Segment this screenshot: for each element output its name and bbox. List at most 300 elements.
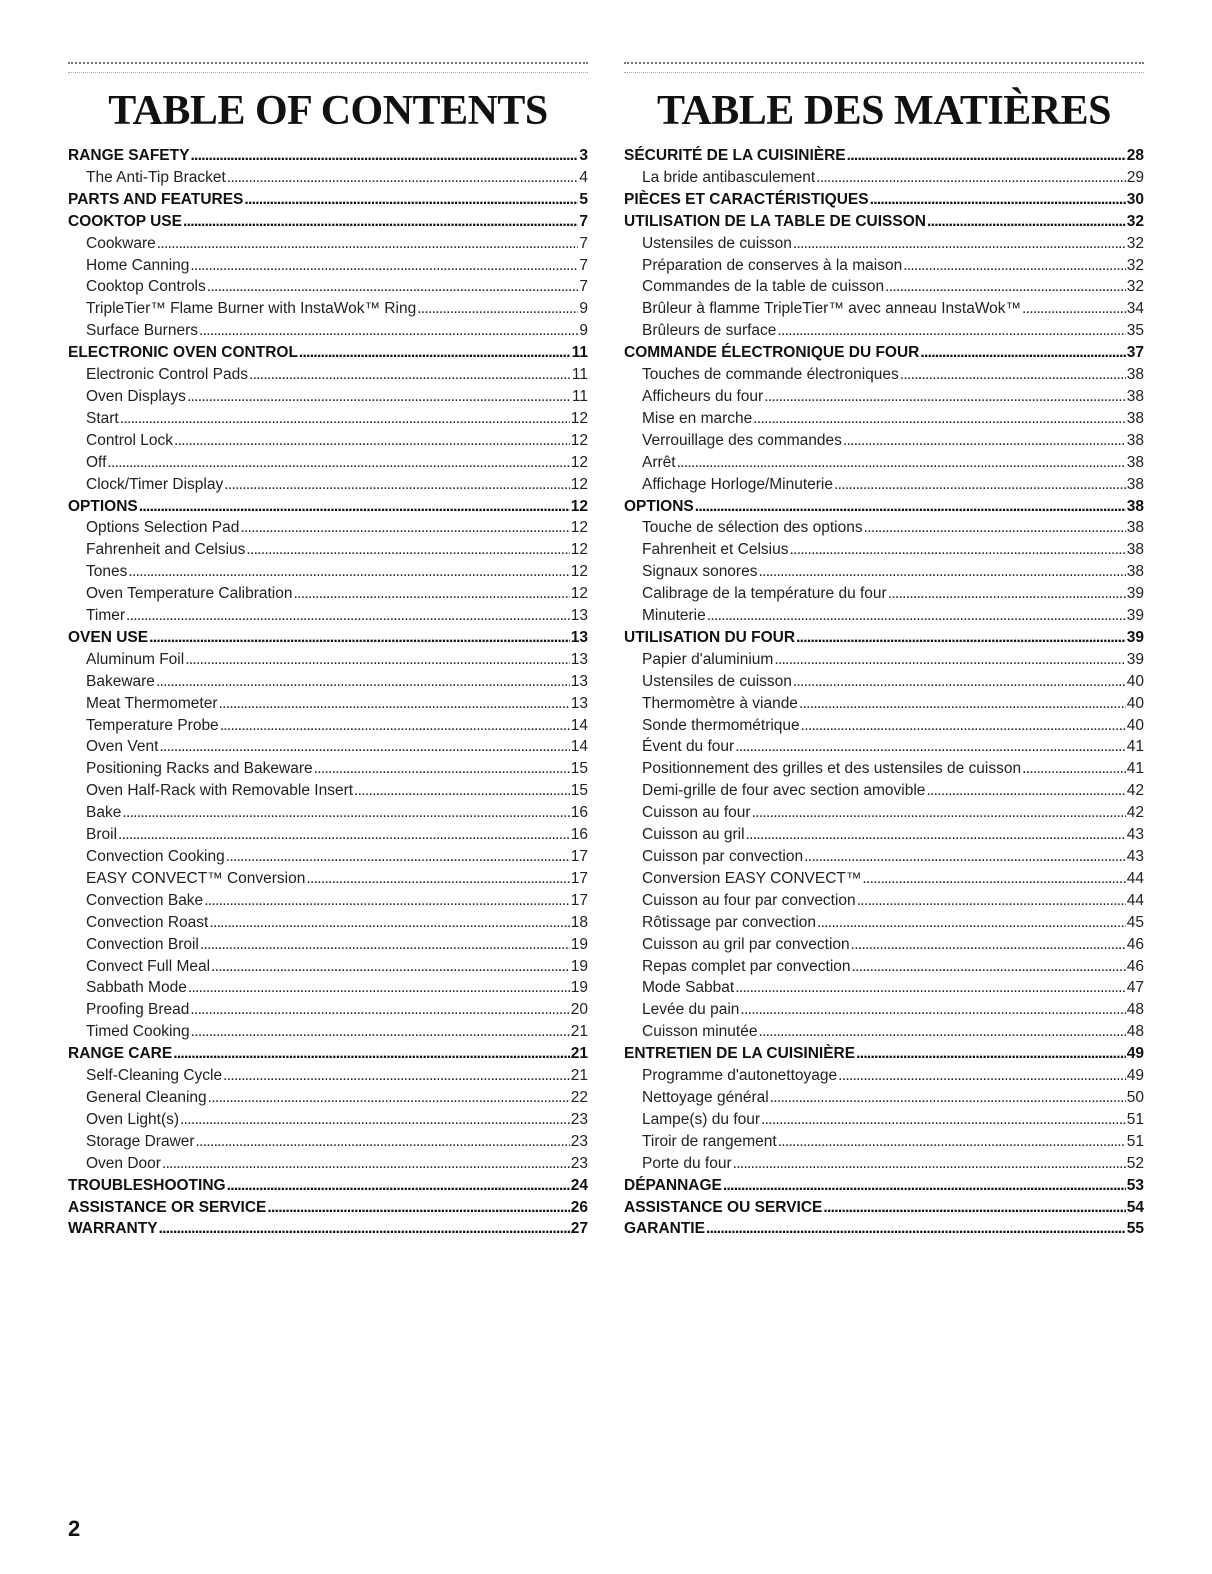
toc-entry-page: 29 xyxy=(1126,168,1144,186)
toc-subsection-entry xyxy=(624,826,1144,848)
toc-entry-page: 16 xyxy=(570,826,588,844)
toc-entry-page: 32 xyxy=(1126,278,1144,296)
toc-subsection-entry xyxy=(624,519,1144,541)
toc-entry-label: Self-Cleaning Cycle xyxy=(86,1067,223,1085)
toc-entry-page: 40 xyxy=(1126,716,1144,734)
toc-entry-label: Convection Roast xyxy=(86,913,209,931)
dot-leader xyxy=(857,892,1126,910)
toc-section-entry xyxy=(68,1220,588,1242)
toc-entry-page: 44 xyxy=(1126,891,1144,909)
dot-leader xyxy=(185,651,570,669)
toc-entry-label: Start xyxy=(86,409,119,427)
toc-entry-label: Storage Drawer xyxy=(86,1132,195,1150)
toc-entry-label: Proofing Bread xyxy=(86,1001,190,1019)
toc-section-entry xyxy=(624,344,1144,366)
dot-leader xyxy=(173,1045,570,1063)
toc-entry-label: COOKTOP USE xyxy=(68,212,182,230)
toc-subsection-entry xyxy=(68,651,588,673)
top-rule xyxy=(624,62,1144,73)
dot-leader xyxy=(244,191,578,209)
toc-entry-page: 39 xyxy=(1126,650,1144,668)
dot-leader xyxy=(864,519,1126,537)
dot-leader xyxy=(926,782,1125,800)
toc-entry-label: Minuterie xyxy=(642,607,706,625)
toc-entry-page: 47 xyxy=(1126,979,1144,997)
toc-entry-label: Control Lock xyxy=(86,431,174,449)
toc-entry-page: 38 xyxy=(1126,519,1144,537)
toc-entry-label: Cuisson minutée xyxy=(642,1023,758,1041)
toc-subsection-entry xyxy=(624,717,1144,739)
dot-leader xyxy=(227,169,579,187)
toc-entry-page: 51 xyxy=(1126,1110,1144,1128)
dot-leader xyxy=(752,804,1126,822)
toc-entry-page: 22 xyxy=(570,1088,588,1106)
toc-subsection-entry xyxy=(68,717,588,739)
toc-list-english xyxy=(68,147,588,1242)
dot-leader xyxy=(240,519,569,537)
toc-section-entry xyxy=(68,498,588,520)
dot-leader xyxy=(885,278,1126,296)
toc-entry-page: 32 xyxy=(1126,256,1144,274)
toc-subsection-entry xyxy=(68,585,588,607)
dot-leader xyxy=(1022,300,1126,318)
toc-entry-label: RANGE SAFETY xyxy=(68,147,190,164)
dot-leader xyxy=(209,914,569,932)
toc-entry-page: 12 xyxy=(570,453,588,471)
toc-entry-label: Oven Displays xyxy=(86,387,186,405)
toc-subsection-entry xyxy=(624,892,1144,914)
toc-subsection-entry xyxy=(624,1133,1144,1155)
dot-leader xyxy=(804,848,1126,866)
toc-entry-label: Bakeware xyxy=(86,672,155,690)
toc-subsection-entry xyxy=(624,1067,1144,1089)
toc-entry-label: Sonde thermométrique xyxy=(642,716,800,734)
toc-subsection-entry xyxy=(624,804,1144,826)
toc-entry-label: Oven Light(s) xyxy=(86,1110,180,1128)
toc-entry-page: 34 xyxy=(1126,300,1144,318)
dot-leader xyxy=(856,1045,1126,1063)
toc-section-entry xyxy=(624,498,1144,520)
toc-entry-page: 19 xyxy=(570,979,588,997)
toc-entry-page: 9 xyxy=(579,300,588,318)
toc-entry-label: Temperature Probe xyxy=(86,716,219,734)
dot-leader xyxy=(777,322,1125,340)
toc-entry-page: 12 xyxy=(570,475,588,493)
dot-leader xyxy=(888,585,1126,603)
toc-entry-label: Préparation de conserves à la maison xyxy=(642,256,903,274)
toc-entry-label: UTILISATION DE LA TABLE DE CUISSON xyxy=(624,212,926,230)
toc-entry-label: Timed Cooking xyxy=(86,1023,190,1041)
toc-subsection-entry xyxy=(68,958,588,980)
toc-entry-label: Cuisson au four par convection xyxy=(642,891,856,909)
dot-leader xyxy=(159,1220,570,1238)
toc-entry-page: 5 xyxy=(579,190,588,208)
toc-entry-label: Home Canning xyxy=(86,256,190,274)
dot-leader xyxy=(207,278,579,296)
toc-entry-label: Conversion EASY CONVECT™ xyxy=(642,869,862,887)
toc-entry-page: 39 xyxy=(1126,607,1144,625)
toc-subsection-entry xyxy=(68,519,588,541)
toc-subsection-entry xyxy=(68,673,588,695)
dot-leader xyxy=(156,673,570,691)
toc-entry-label: OPTIONS xyxy=(68,497,138,515)
toc-entry-page: 19 xyxy=(570,935,588,953)
toc-section-entry xyxy=(624,1220,1144,1242)
toc-subsection-entry xyxy=(68,1001,588,1023)
toc-entry-label: ASSISTANCE OR SERVICE xyxy=(68,1198,267,1216)
toc-entry-label: Fahrenheit and Celsius xyxy=(86,541,246,559)
toc-entry-label: La bride antibasculement xyxy=(642,168,816,186)
dot-leader xyxy=(852,958,1126,976)
toc-entry-label: Mise en marche xyxy=(642,409,753,427)
dot-leader xyxy=(735,738,1126,756)
toc-subsection-entry xyxy=(68,695,588,717)
toc-entry-label: Convect Full Meal xyxy=(86,957,211,975)
toc-entry-label: Timer xyxy=(86,607,126,625)
dot-leader xyxy=(1022,760,1126,778)
toc-entry-label: Ustensiles de cuisson xyxy=(642,234,792,252)
toc-subsection-entry xyxy=(624,1111,1144,1133)
toc-entry-page: 23 xyxy=(570,1132,588,1150)
toc-subsection-entry xyxy=(624,410,1144,432)
toc-entry-page: 17 xyxy=(570,869,588,887)
toc-subsection-entry xyxy=(624,738,1144,760)
toc-entry-page: 41 xyxy=(1126,738,1144,756)
dot-leader xyxy=(199,322,578,340)
toc-entry-page: 20 xyxy=(570,1001,588,1019)
toc-entry-label: WARRANTY xyxy=(68,1220,158,1238)
toc-entry-page: 35 xyxy=(1126,322,1144,340)
dot-leader xyxy=(758,563,1125,581)
toc-entry-page: 7 xyxy=(579,278,588,296)
toc-entry-page: 28 xyxy=(1126,147,1144,164)
toc-subsection-entry xyxy=(624,388,1144,410)
toc-subsection-entry xyxy=(624,476,1144,498)
toc-section-entry xyxy=(624,629,1144,651)
toc-subsection-entry xyxy=(68,979,588,1001)
toc-entry-page: 12 xyxy=(570,563,588,581)
toc-entry-label: Nettoyage général xyxy=(642,1088,769,1106)
toc-subsection-entry xyxy=(624,278,1144,300)
toc-entry-page: 49 xyxy=(1126,1067,1144,1085)
dot-leader xyxy=(927,213,1126,231)
toc-subsection-entry xyxy=(68,804,588,826)
toc-entry-page: 32 xyxy=(1126,212,1144,230)
toc-entry-page: 38 xyxy=(1126,387,1144,405)
toc-entry-page: 40 xyxy=(1126,694,1144,712)
toc-entry-page: 38 xyxy=(1126,541,1144,559)
toc-entry-label: Commandes de la table de cuisson xyxy=(642,278,885,296)
toc-section-entry xyxy=(624,213,1144,235)
dot-leader xyxy=(157,235,579,253)
dot-leader xyxy=(227,1177,570,1195)
toc-subsection-entry xyxy=(624,1089,1144,1111)
toc-entry-page: 30 xyxy=(1126,190,1144,208)
dot-leader xyxy=(695,498,1126,516)
toc-subsection-entry xyxy=(68,914,588,936)
dot-leader xyxy=(299,344,571,362)
dot-leader xyxy=(208,1089,570,1107)
toc-list-french xyxy=(624,147,1144,1242)
toc-entry-label: Oven Vent xyxy=(86,738,159,756)
toc-french-column xyxy=(624,62,1144,1242)
dot-leader xyxy=(354,782,570,800)
dot-leader xyxy=(180,1111,570,1129)
toc-entry-label: ELECTRONIC OVEN CONTROL xyxy=(68,344,298,362)
toc-entry-label: Porte du four xyxy=(642,1154,732,1172)
toc-entry-label: OVEN USE xyxy=(68,628,149,646)
toc-section-entry xyxy=(624,1045,1144,1067)
toc-entry-page: 23 xyxy=(570,1154,588,1172)
toc-entry-page: 7 xyxy=(579,234,588,252)
toc-entry-page: 42 xyxy=(1126,804,1144,822)
toc-entry-label: RANGE CARE xyxy=(68,1045,173,1063)
toc-section-entry xyxy=(68,1177,588,1199)
dot-leader xyxy=(107,454,569,472)
toc-entry-label: The Anti-Tip Bracket xyxy=(86,168,226,186)
toc-entry-page: 12 xyxy=(570,585,588,603)
toc-entry-page: 48 xyxy=(1126,1023,1144,1041)
toc-subsection-entry xyxy=(68,300,588,322)
dot-leader xyxy=(120,410,570,428)
dot-leader xyxy=(761,1111,1126,1129)
toc-subsection-entry xyxy=(68,1155,588,1177)
toc-entry-label: Bake xyxy=(86,804,122,822)
toc-subsection-entry xyxy=(68,1067,588,1089)
toc-subsection-entry xyxy=(624,1155,1144,1177)
toc-entry-page: 37 xyxy=(1126,344,1144,362)
toc-entry-label: OPTIONS xyxy=(624,497,694,515)
toc-entry-label: UTILISATION DU FOUR xyxy=(624,628,796,646)
toc-subsection-entry xyxy=(624,300,1144,322)
dot-leader xyxy=(723,1177,1126,1195)
toc-entry-page: 43 xyxy=(1126,826,1144,844)
dot-leader xyxy=(306,870,569,888)
toc-subsection-entry xyxy=(68,1089,588,1111)
toc-subsection-entry xyxy=(624,695,1144,717)
toc-subsection-entry xyxy=(624,914,1144,936)
dot-leader xyxy=(187,388,571,406)
toc-entry-page: 39 xyxy=(1126,628,1144,646)
toc-subsection-entry xyxy=(624,673,1144,695)
dot-leader xyxy=(847,147,1126,165)
toc-subsection-entry xyxy=(624,870,1144,892)
dot-leader xyxy=(122,804,569,822)
toc-section-entry xyxy=(624,1177,1144,1199)
toc-entry-page: 13 xyxy=(570,628,588,646)
toc-entry-label: Broil xyxy=(86,826,118,844)
toc-subsection-entry xyxy=(68,278,588,300)
dot-leader xyxy=(789,541,1125,559)
dot-leader xyxy=(162,1155,570,1173)
toc-subsection-entry xyxy=(624,541,1144,563)
toc-entry-page: 18 xyxy=(570,913,588,931)
toc-subsection-entry xyxy=(68,892,588,914)
toc-entry-label: Sabbath Mode xyxy=(86,979,187,997)
toc-subsection-entry xyxy=(624,607,1144,629)
toc-entry-label: ENTRETIEN DE LA CUISINIÈRE xyxy=(624,1045,856,1063)
toc-entry-label: Tones xyxy=(86,563,128,581)
dot-leader xyxy=(190,257,578,275)
toc-entry-page: 4 xyxy=(579,168,588,186)
dot-leader xyxy=(139,498,570,516)
toc-subsection-entry xyxy=(624,979,1144,1001)
dot-leader xyxy=(834,476,1126,494)
toc-subsection-entry xyxy=(624,782,1144,804)
toc-english-column xyxy=(68,62,588,1242)
toc-entry-page: 15 xyxy=(570,760,588,778)
toc-entry-label: Brûleurs de surface xyxy=(642,322,777,340)
dot-leader xyxy=(174,432,570,450)
dot-leader xyxy=(249,366,571,384)
toc-section-entry xyxy=(68,344,588,366)
toc-entry-label: Calibrage de la température du four xyxy=(642,585,887,603)
toc-entry-page: 7 xyxy=(579,212,588,230)
toc-entry-page: 11 xyxy=(571,344,588,362)
toc-entry-page: 38 xyxy=(1126,366,1144,384)
toc-section-entry xyxy=(624,147,1144,169)
dot-leader xyxy=(740,1001,1125,1019)
dot-leader xyxy=(870,191,1126,209)
toc-entry-label: TripleTier™ Flame Burner with InstaWok™ Ring xyxy=(86,300,417,318)
toc-entry-page: 17 xyxy=(570,848,588,865)
dot-leader xyxy=(314,760,570,778)
toc-subsection-entry xyxy=(68,1023,588,1045)
toc-entry-label: Repas complet par convection xyxy=(642,957,851,975)
toc-entry-label: Évent du four xyxy=(642,738,735,756)
toc-entry-label: Positionnement des grilles et des ustensiles de cuisson xyxy=(642,760,1022,778)
toc-entry-page: 41 xyxy=(1126,760,1144,778)
toc-entry-label: EASY CONVECT™ Conversion xyxy=(86,869,306,887)
dot-leader xyxy=(851,936,1126,954)
toc-subsection-entry xyxy=(624,169,1144,191)
dot-leader xyxy=(746,826,1126,844)
toc-subsection-entry xyxy=(68,870,588,892)
toc-subsection-entry xyxy=(68,257,588,279)
toc-entry-page: 21 xyxy=(570,1045,588,1063)
dot-leader xyxy=(677,454,1126,472)
dot-leader xyxy=(793,673,1126,691)
dot-leader xyxy=(801,717,1126,735)
toc-entry-label: Cuisson au gril xyxy=(642,826,745,844)
dot-leader xyxy=(774,651,1125,669)
toc-entry-page: 53 xyxy=(1126,1176,1144,1194)
toc-subsection-entry xyxy=(68,760,588,782)
dot-leader xyxy=(183,213,578,231)
toc-subsection-entry xyxy=(68,1133,588,1155)
toc-entry-page: 38 xyxy=(1126,497,1144,515)
top-rule xyxy=(68,62,588,73)
toc-entry-label: Cooktop Controls xyxy=(86,278,206,296)
toc-subsection-entry xyxy=(624,1023,1144,1045)
toc-subsection-entry xyxy=(624,585,1144,607)
dot-leader xyxy=(188,979,570,997)
dot-leader xyxy=(246,541,569,559)
toc-entry-page: 32 xyxy=(1126,234,1144,252)
toc-entry-label: Electronic Control Pads xyxy=(86,366,248,384)
toc-entry-label: Rôtissage par convection xyxy=(642,913,817,931)
toc-entry-page: 17 xyxy=(570,891,588,909)
toc-entry-page: 46 xyxy=(1126,957,1144,975)
toc-entry-label: PARTS AND FEATURES xyxy=(68,190,244,208)
toc-entry-page: 48 xyxy=(1126,1001,1144,1019)
toc-entry-page: 54 xyxy=(1126,1198,1144,1216)
dot-leader xyxy=(900,366,1126,384)
toc-entry-label: Convection Broil xyxy=(86,935,199,953)
toc-section-entry xyxy=(68,213,588,235)
dot-leader xyxy=(903,257,1126,275)
dot-leader xyxy=(118,826,570,844)
dot-leader xyxy=(204,892,570,910)
toc-entry-label: Aluminum Foil xyxy=(86,650,185,668)
toc-entry-label: Surface Burners xyxy=(86,322,198,340)
toc-entry-label: Oven Door xyxy=(86,1154,161,1172)
dot-leader xyxy=(764,388,1126,406)
dot-leader xyxy=(778,1133,1126,1151)
toc-subsection-entry xyxy=(68,366,588,388)
toc-entry-page: 12 xyxy=(570,519,588,537)
dot-leader xyxy=(126,607,570,625)
dot-leader xyxy=(267,1199,569,1217)
toc-entry-page: 15 xyxy=(570,782,588,800)
toc-entry-label: Touche de sélection des options xyxy=(642,519,863,537)
toc-entry-label: Levée du pain xyxy=(642,1001,740,1019)
toc-entry-label: Affichage Horloge/Minuterie xyxy=(642,475,833,493)
toc-entry-page: 14 xyxy=(570,738,588,756)
toc-subsection-entry xyxy=(624,235,1144,257)
toc-entry-label: SÉCURITÉ DE LA CUISINIÈRE xyxy=(624,147,846,164)
dot-leader xyxy=(159,738,569,756)
dot-leader xyxy=(200,936,570,954)
dot-leader xyxy=(793,235,1126,253)
toc-entry-label: Mode Sabbat xyxy=(642,979,735,997)
toc-subsection-entry xyxy=(68,235,588,257)
dot-leader xyxy=(191,1023,570,1041)
dot-leader xyxy=(196,1133,570,1151)
toc-entry-page: 13 xyxy=(570,694,588,712)
toc-section-entry xyxy=(68,1199,588,1221)
toc-subsection-entry xyxy=(624,760,1144,782)
dot-leader xyxy=(817,914,1126,932)
dot-leader xyxy=(838,1067,1126,1085)
toc-entry-page: 39 xyxy=(1126,585,1144,603)
dot-leader xyxy=(226,848,570,866)
toc-entry-page: 49 xyxy=(1126,1045,1144,1063)
toc-entry-label: Meat Thermometer xyxy=(86,694,218,712)
toc-entry-page: 11 xyxy=(571,366,588,384)
toc-entry-page: 12 xyxy=(570,409,588,427)
dot-leader xyxy=(758,1023,1125,1041)
dot-leader xyxy=(823,1199,1125,1217)
toc-entry-label: COMMANDE ÉLECTRONIQUE DU FOUR xyxy=(624,344,920,362)
dot-leader xyxy=(706,1220,1126,1238)
toc-section-entry xyxy=(68,147,588,169)
toc-entry-label: TROUBLESHOOTING xyxy=(68,1176,226,1194)
toc-entry-label: Lampe(s) du four xyxy=(642,1110,761,1128)
toc-entry-label: Options Selection Pad xyxy=(86,519,240,537)
toc-subsection-entry xyxy=(68,432,588,454)
dot-leader xyxy=(799,695,1126,713)
toc-subsection-entry xyxy=(624,936,1144,958)
dot-leader xyxy=(753,410,1125,428)
toc-subsection-entry xyxy=(624,651,1144,673)
toc-subsection-entry xyxy=(624,322,1144,344)
toc-entry-page: 7 xyxy=(579,256,588,274)
toc-entry-label: Convection Cooking xyxy=(86,848,225,865)
dot-leader xyxy=(816,169,1126,187)
toc-entry-page: 3 xyxy=(579,147,588,164)
toc-entry-page: 24 xyxy=(570,1176,588,1194)
